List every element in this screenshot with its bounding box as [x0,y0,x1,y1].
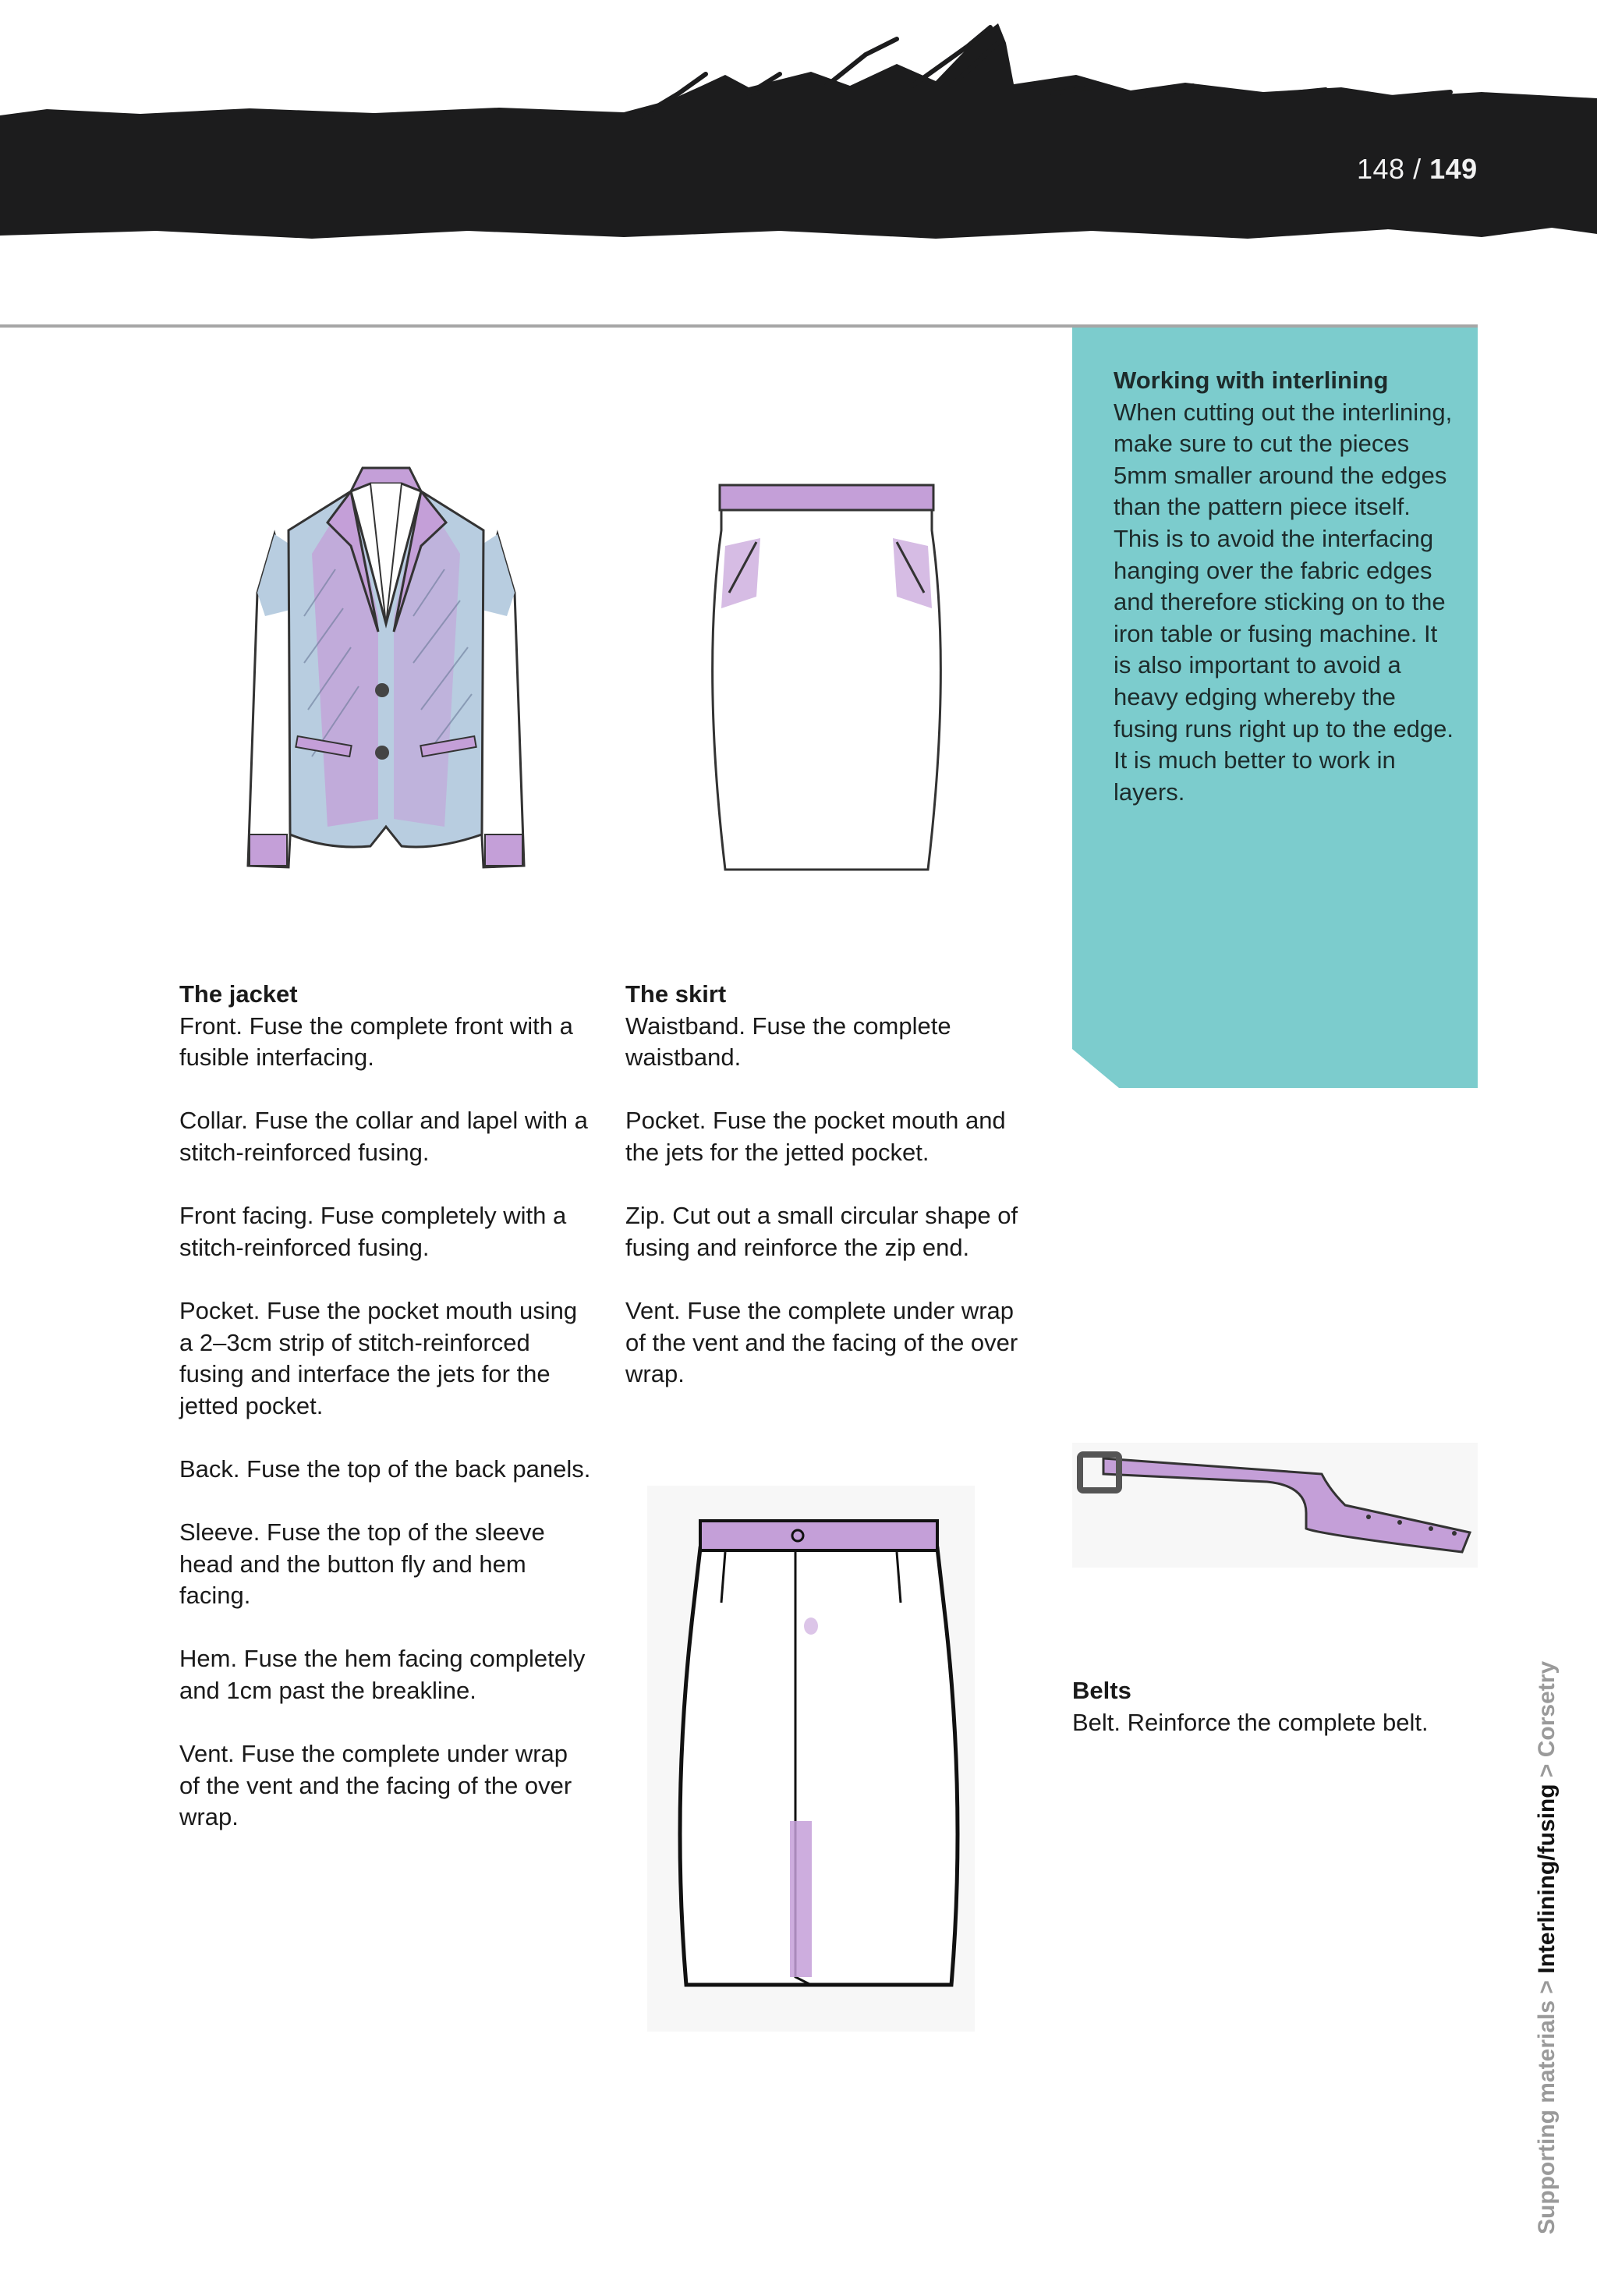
skirt-item-vent: Vent. Fuse the complete under wrap of the vent and the facing of the over wrap. [625,1296,1018,1388]
breadcrumb-corsetry: Corsetry [1534,1660,1560,1758]
page-number-prev: 148 [1357,153,1405,185]
skirt-heading: The skirt [625,980,727,1008]
info-box-text [1114,365,1457,808]
jacket-item-collar: Collar. Fuse the collar and lapel with a stitch-reinforced fusing. [179,1107,588,1166]
breadcrumb-supporting-materials: Supporting materials [1534,2000,1560,2234]
jacket-item-back: Back. Fuse the top of the back panels. [179,1454,591,1483]
jacket-item-front: Front. Fuse the complete front with a fusible interfacing. [179,1012,573,1072]
skirt-illustration [706,476,947,881]
jacket-section [179,979,593,1866]
breadcrumb-interlining-fusing: Interlining/fusing [1534,1784,1560,1974]
jacket-illustration [234,460,538,881]
skirt-item-zip: Zip. Cut out a small circular shape of fusing and reinforce the zip end. [625,1202,1018,1261]
breadcrumb-separator: > [1534,1973,1560,2000]
skirt-section [625,979,1039,1422]
page-number-separator: / [1413,153,1422,185]
page-number [1357,153,1478,186]
breadcrumb-separator: > [1534,1757,1560,1784]
header-brush-band [0,0,1597,257]
belts-heading: Belts [1072,1677,1131,1704]
jacket-item-vent: Vent. Fuse the complete under wrap of the vent and the facing of the over wrap. [179,1740,572,1831]
jacket-heading: The jacket [179,980,298,1008]
page-number-current: 149 [1429,153,1478,185]
jacket-item-pocket: Pocket. Fuse the pocket mouth using a 2–3cm strip of stitch-reinforced fusing and interface the jets for the jetted pocket. [179,1296,578,1419]
belt-illustration [1072,1443,1478,1568]
belts-item-belt: Belt. Reinforce the complete belt. [1072,1708,1429,1736]
jacket-item-sleeve: Sleeve. Fuse the top of the sleeve head and the button fly and hem facing. [179,1518,545,1610]
skirt-back-illustration [647,1486,975,2032]
jacket-item-hem: Hem. Fuse the hem facing completely and 1cm past the breakline. [179,1645,586,1705]
side-breadcrumb [1534,1661,1560,2234]
info-box-body: When cutting out the interlining, make sure to cut the pieces 5mm smaller around the edges than the pattern piece itself. This is to avoid the interfacing hanging over the fabric edges and therefore sticking on to the iron table or fusing machine. It is also important to avoid a heavy edging whereby the fusing runs right up to the edge. It is much better to work in layers. [1114,398,1454,806]
info-box-heading: Working with interlining [1114,367,1389,394]
skirt-item-waistband: Waistband. Fuse the complete waistband. [625,1012,951,1072]
belts-section [1072,1675,1478,1738]
jacket-item-front-facing: Front facing. Fuse completely with a stitch-reinforced fusing. [179,1202,567,1261]
skirt-item-pocket: Pocket. Fuse the pocket mouth and the jets for the jetted pocket. [625,1107,1006,1166]
